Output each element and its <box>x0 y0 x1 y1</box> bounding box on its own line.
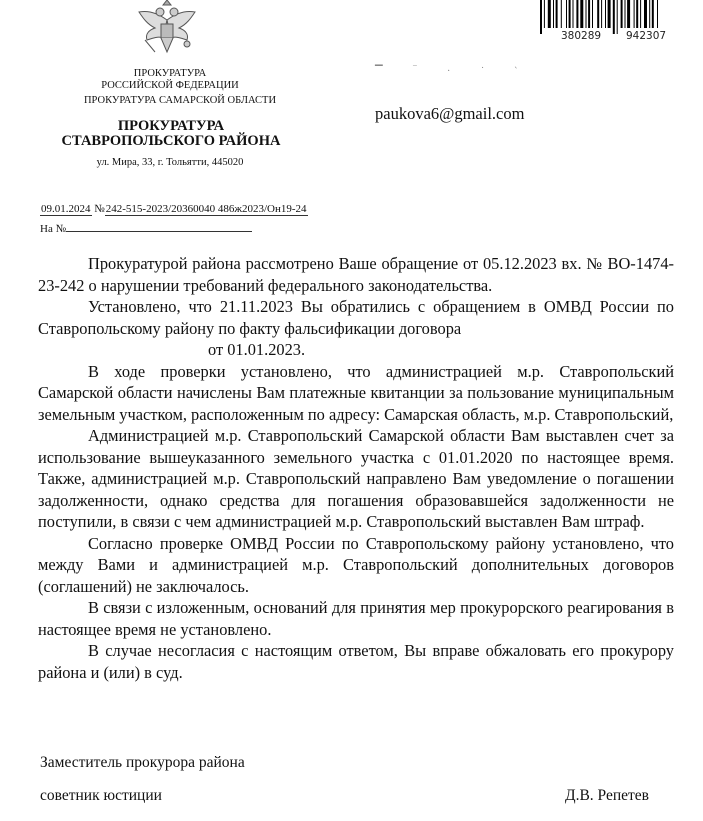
barcode-bar <box>613 0 615 34</box>
barcode-bar <box>625 0 626 28</box>
barcode-bar <box>569 0 571 28</box>
reference-date: 09.01.2024 <box>41 203 91 215</box>
barcode-left-digits: 380289 <box>561 30 602 42</box>
number-sign: № <box>94 203 105 215</box>
paragraph-2: Установлено, что 21.11.2023 Вы обратились с обращением в ОМВД России по Ставропольскому району по факту фальсификации договора <box>38 297 674 338</box>
paragraph-1: Прокуратурой района рассмотрено Ваше обращение от 05.12.2023 вх. № ВО-1474-23-242 о нарушении требований федерального законодательства. <box>38 254 674 295</box>
reply-to-line <box>40 221 252 235</box>
signatory-position: Заместитель прокурора района <box>40 754 245 771</box>
paragraph-4: Администрацией м.р. Ставропольский Самарской области Вам выставлен счет за использование вышеуказанного земельного участка с 01.01.2020 по настоящее время. Также, администрацией м.р. Ставропольский направлено Вам уведомление о погашении задолженности, однако средства для погашения образовавшейся задолженности не поступили, в связи с чем администрацией м.р. Ставропольский выставлен Вам штраф. <box>38 426 674 531</box>
reply-to-blank <box>66 221 252 232</box>
paragraph-7: В случае несогласия с настоящим ответом, Вы вправе обжаловать его прокурору района и (или) в суд. <box>38 641 674 682</box>
barcode-bar <box>544 0 545 28</box>
paragraph-3: В ходе проверки установлено, что администрацией м.р. Ставропольский Самарской области начислены Вам платежные квитанции за пользование муниципальным земельным участком, расположенным по адресу: Самарская область, м.р. Ставропольский, <box>38 361 674 424</box>
barcode-bar <box>580 0 583 28</box>
office-title-line2: СТАВРОПОЛЬСКОГО РАЙОНА <box>61 133 281 149</box>
barcode-bar <box>605 0 606 28</box>
reply-to-label: На № <box>40 223 67 235</box>
redacted-recipient: ▔ ‾ · ˙ ‵ <box>375 66 531 77</box>
letter-body <box>38 253 674 683</box>
barcode-bar <box>592 0 593 28</box>
barcode-bar <box>573 0 574 28</box>
paragraph-6: В связи с изложенным, оснований для принятия мер прокурорского реагирования в настоящее время не установлено. <box>38 598 674 639</box>
barcode-bar <box>586 0 587 28</box>
barcode-bar <box>640 0 641 28</box>
barcode-bar <box>649 0 650 28</box>
barcode-bar <box>617 0 618 34</box>
barcode-bar <box>621 0 623 28</box>
recipient-email: paukova6@gmail.com <box>375 104 525 123</box>
barcode-bar <box>657 0 658 28</box>
org-name-line1: ПРОКУРАТУРА <box>133 68 207 79</box>
barcode-bar <box>636 0 638 28</box>
paragraph-5: Согласно проверке ОМВД России по Ставропольскому району установлено, что между Вами и администрацией м.р. Ставропольский дополнительных договоров (соглашений) не заключалось. <box>38 533 674 596</box>
barcode-bar <box>556 0 558 28</box>
barcode-bar <box>597 0 599 28</box>
barcode-bar <box>601 0 602 28</box>
signatory-name: Д.В. Репетев <box>565 787 649 804</box>
barcode-bar <box>634 0 635 28</box>
barcode-bar <box>553 0 554 28</box>
barcode-right-digits: 942307 <box>626 30 667 42</box>
office-title-line1: ПРОКУРАТУРА <box>117 118 225 134</box>
coat-of-arms-emblem <box>133 0 201 58</box>
barcode <box>540 0 698 34</box>
barcode-bar <box>644 0 647 28</box>
barcode-bar <box>588 0 590 28</box>
barcode-bar <box>561 0 562 28</box>
barcode-bar <box>548 0 551 28</box>
barcode-bar <box>576 0 578 28</box>
paragraph-2-continuation: от 01.01.2023. <box>208 340 306 359</box>
reference-number: 242-515-2023/20360040 486ж2023/Он19-24 <box>105 203 307 215</box>
signatory-rank: советник юстиции <box>40 787 162 804</box>
office-address: ул. Мира, 33, г. Тольятти, 445020 <box>96 157 244 168</box>
barcode-bar <box>608 0 611 28</box>
barcode-bar <box>627 0 630 28</box>
barcode-bar <box>540 0 542 34</box>
org-name-line2: РОССИЙСКОЙ ФЕДЕРАЦИИ <box>101 80 239 91</box>
barcode-bar <box>566 0 567 28</box>
barcode-bar <box>652 0 654 28</box>
regional-office-name: ПРОКУРАТУРА САМАРСКОЙ ОБЛАСТИ <box>83 95 277 106</box>
reference-line <box>40 203 308 215</box>
